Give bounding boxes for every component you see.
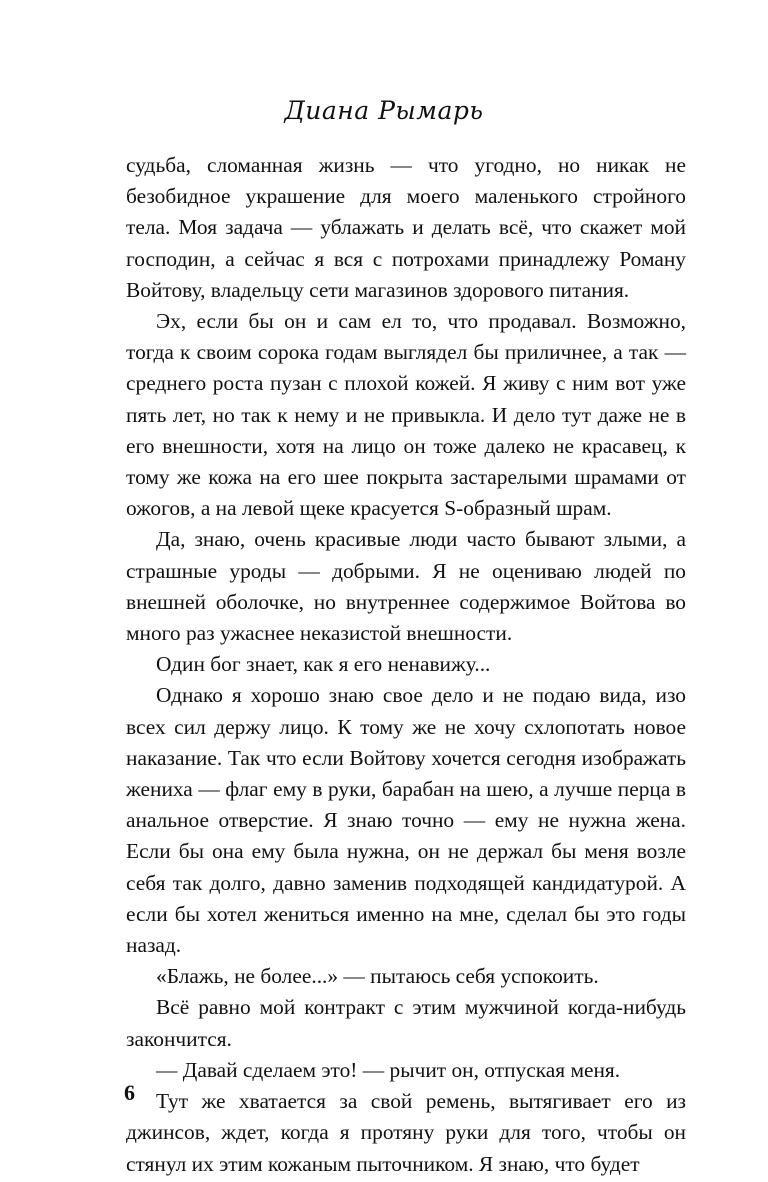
paragraph: судьба, сломанная жизнь — что угодно, но никак не безобидное украшение для моего маленького стройного тела. Моя задача — ублажать и делать всё, что скажет мой господин, а сейчас я вся с потрохами принадлежу Роману Войтову, владельцу сети магазинов здорового питания. [126,153,686,302]
page-number: 6 [124,1080,135,1105]
paragraph: Один бог знает, как я его ненавижу... [156,652,491,677]
paragraph: — Давай сделаем это! — рычит он, отпуская меня. [156,1057,621,1082]
paragraph: «Блажь, не более...» — пытаюсь себя успокоить. [156,964,599,989]
paragraph: Однако я хорошо знаю свое дело и не подаю вида, изо всех сил держу лицо. К тому же не хочу схлопотать новое наказание. Так что если Войтову хочется сегодня изображать жениха — флаг ему в руки, барабан на шею, а лучше перца в анальное отверстие. Я знаю точно — ему не нужна жена. Если бы она ему была нужна, он не держал бы меня возле себя так долго, давно заменив подходящей кандидатурой. А если бы хотел жениться именно на мне, сделал бы это годы назад. [126,683,686,958]
body-text [126,150,686,1180]
paragraph: Эх, если бы он и сам ел то, что продавал. Возможно, тогда к своим сорока годам выглядел бы приличнее, а так — среднего роста пузан с плохой кожей. Я живу с ним вот уже пять лет, но так к нему и не привыкла. И дело тут даже не в его внешности, хотя на лицо он тоже далеко не красавец, к тому же кожа на его шее покрыта застарелыми шрамами от ожогов, а на левой щеке красуется S-образный шрам. [126,309,686,521]
paragraph: Всё равно мой контракт с этим мужчиной когда-нибудь закончится. [126,995,686,1051]
running-head-author: Диана Рымарь [284,96,484,125]
paragraph: Да, знаю, очень красивые люди часто бывают злыми, а страшные уроды — добрыми. Я не оцениваю людей по внешней оболочке, но внутреннее содержимое Войтова во много раз ужаснее неказистой внешности. [126,527,686,646]
paragraph: Тут же хватается за свой ремень, вытягивает его из джинсов, ждет, когда я протяну руки для того, чтобы он стянул их этим кожаным пыточником. Я знаю, что будет [126,1089,686,1176]
